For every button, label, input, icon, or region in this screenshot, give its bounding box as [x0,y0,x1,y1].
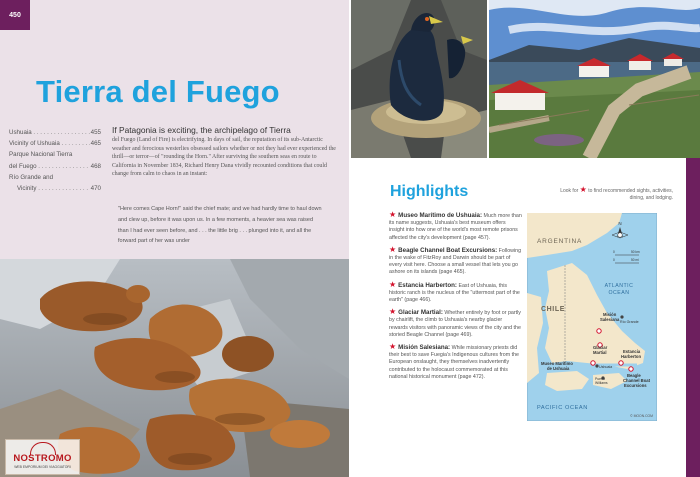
chapter-contents [9,127,101,194]
map-label-pacific: PACIFIC OCEAN [537,405,588,411]
toc-item[interactable]: del Fuego . . . 468 [9,161,101,172]
svg-text:de Ushuaia: de Ushuaia [547,366,570,371]
svg-text:Channel Boat: Channel Boat [623,378,650,383]
highlight-name: Estancia Harberton: [398,281,457,289]
svg-text:Excursions: Excursions [624,383,647,388]
dana-quote: "Here comes Cape Horn!" said the chief mate; and we had hardly time to haul down and clew up, before it was upon us. In a few moments, a heavier sea was raised than I had ever seen before, and . . . the little brig . . . plunged into it, and all the forward part of her was under [118,206,322,245]
logo-tagline: WEB EMPORIUM DEI VIAGGIATORI [14,465,71,469]
map-label-argentina: ARGENTINA [537,238,583,245]
toc-item[interactable]: Vicinity . . . 470 [9,183,101,194]
look-for-note: Look for ★ to find recommended sights, activities, dining, and lodging. [560,185,673,201]
map-label-atlantic: ATLANTIC [604,283,634,289]
map-copyright: © MOON.COM [630,414,653,418]
logo-name: NOSTROMO [13,453,72,464]
right-page [351,0,700,477]
map-label-estancia: Estancia [623,349,641,354]
map-label-ushuaia: Ushuaia [599,365,613,369]
map-label-beagle: Beagle [627,373,641,378]
intro-paragraph [112,125,340,179]
star-icon: ★ [389,342,397,352]
star-icon: ★ [389,244,397,254]
highlight-item: ★ Estancia Harberton: East of Ushuaia, this historic ranch is the nucleus of the "uttermost part of the earth" (page 466). [389,279,520,304]
map-label-museo: Museo Marítimo [541,361,573,366]
highlight-name: Beagle Channel Boat Excursions: [398,246,498,254]
svg-text:50 mi: 50 mi [631,258,639,262]
map-label-rio-grande: Río Grande [620,320,639,324]
highlight-name: Misión Salesiana: [398,344,451,352]
toc-item[interactable]: Vicinity of Ushuaia . . . 465 [9,138,101,149]
map-label-ocean: OCEAN [608,290,630,296]
highlight-item: ★ Glaciar Martial: Whether entirely by foot or partly by chairlift, the climb to Ushuaia's nearby glacier rewards visitors with panoramic views of the city and the storied Beagle Channel (page 469). [389,307,521,338]
highlight-name: Glaciar Martial: [398,309,443,317]
chapter-title: Tierra del Fuego [36,74,280,109]
svg-text:Salesiana: Salesiana [600,317,620,322]
star-icon: ★ [579,185,587,194]
star-icon: ★ [389,210,397,219]
toc-item[interactable]: Ushuaia . . . 455 [9,127,101,138]
map-label-mision: Misión [603,312,617,317]
star-icon: ★ [389,279,397,289]
highlight-name: Museo Marítimo de Ushuaia: [398,212,483,219]
svg-text:0: 0 [613,250,615,254]
highlights-title: Highlights [390,183,469,200]
svg-text:N: N [618,221,622,226]
star-icon: ★ [389,307,397,317]
svg-text:50 km: 50 km [631,250,640,254]
map-label-glaciar: Glaciar [593,345,608,350]
map-label-chile: CHILE [541,306,565,313]
toc-item: Río Grande and [9,173,54,181]
toc-item: Parque Nacional Tierra [9,151,73,159]
highlight-item: ★ Misión Salesiana: While missionary priests did their best to save Fuegia's Indigenous cultures from the European onslaught, they themselves inadvertently contributed to the holocaust commemorated at this national historical monument (page 472). [389,342,519,380]
highlight-item: ★ Museo Marítimo de Ushuaia: Much more than its name suggests, Ushuaia's best museum offers insight into how one of the world's most remote prisons affected the city's development (page 457). [389,210,522,241]
svg-text:Harberton: Harberton [621,354,642,359]
map-label-puerto-williams: Puerto [595,377,605,381]
highlights-map [527,213,657,421]
left-page [0,0,349,477]
highlights-list [389,211,522,385]
highlight-item: ★ Beagle Channel Boat Excursions: Following in the wake of FitzRoy and Darwin should be part of every visit here. Choose a small vessel that lets you go ashore on its islands (page 465). [389,244,522,276]
cormorant-photo [351,0,487,158]
svg-text:Martial: Martial [593,350,607,355]
svg-text:0: 0 [613,258,615,262]
intro-lead: If Patagonia is exciting, the archipelago of Tierra [112,125,291,135]
estancia-harberton-photo [489,0,700,158]
svg-text:Williams: Williams [595,381,608,385]
intro-body: del Fuego (Land of Fire) is electrifying. In days of sail, the reputation of its sub-Antarctic weather and ferocious westerlies obsessed sailors whether or not they had ever experienced the thrill—or terror—of "rounding the Horn." After surviving the southern seas en route to California in November 1834, Richard Henry Dana vividly recounted conditions that could change from calm to chaos in an instant: [112,137,336,177]
page-side-strip [686,158,700,477]
nostromo-logo [5,439,80,475]
page-number: 450 [0,0,30,30]
